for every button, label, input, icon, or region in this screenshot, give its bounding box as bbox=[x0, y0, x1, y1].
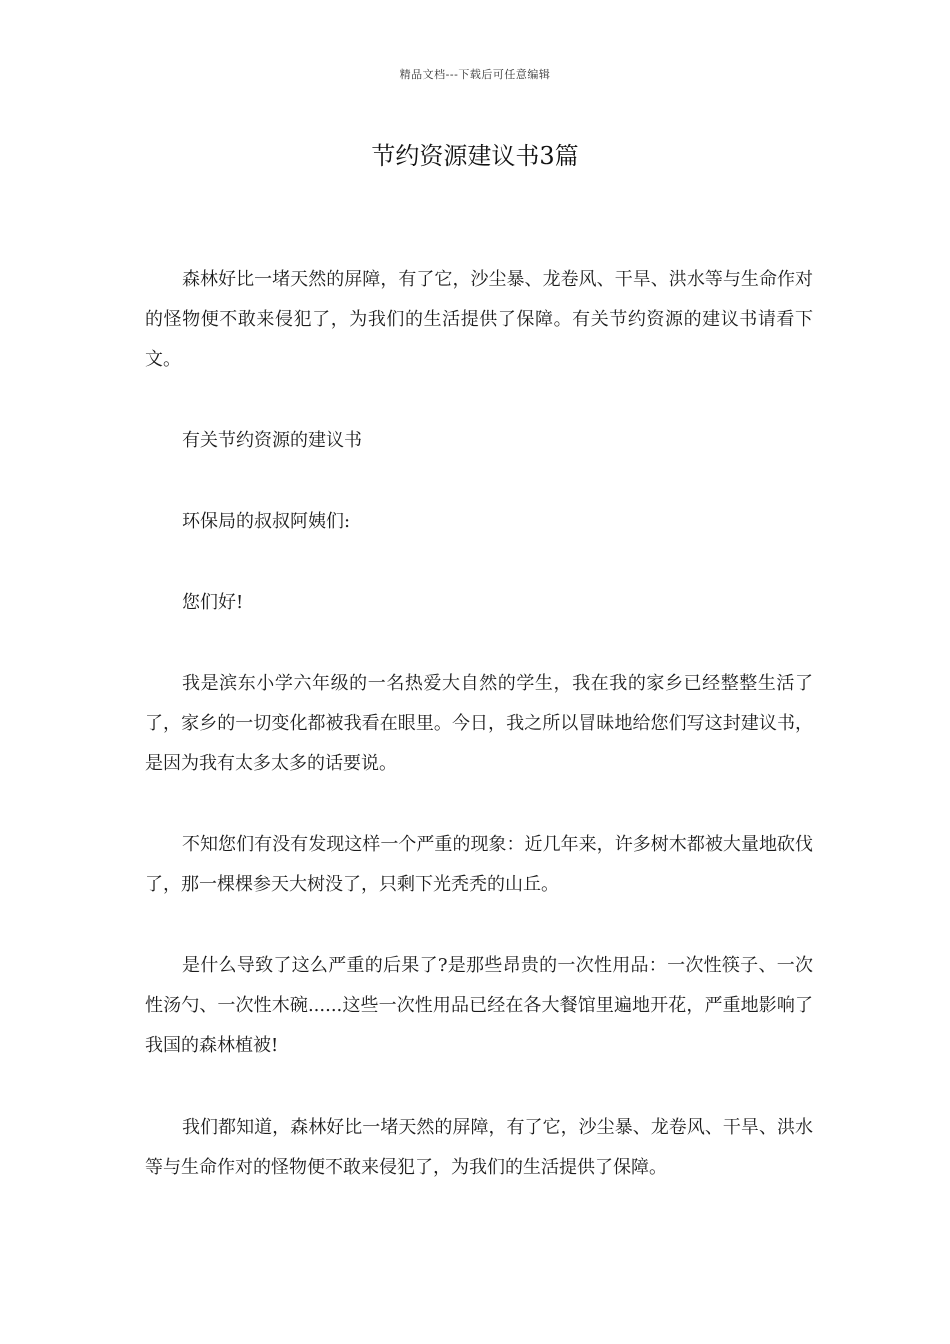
paragraph-salutation: 环保局的叔叔阿姨们: bbox=[182, 511, 351, 532]
header-note: 精品文档---下载后可任意编辑 bbox=[399, 68, 551, 81]
paragraph-greeting: 您们好! bbox=[182, 592, 244, 613]
paragraph-forest-importance: 我们都知道，森林好比一堵天然的屏障，有了它，沙尘暴、龙卷风、干旱、洪水等与生命作对的怪物便不敢来侵犯了，为我们的生活提供了保障。 bbox=[145, 1117, 813, 1178]
paragraph-self-introduction: 我是滨东小学六年级的一名热爱大自然的学生，我在我的家乡已经整整生活了了，家乡的一切变化都被我看在眼里。今日，我之所以冒昧地给您们写这封建议书，是因为我有太多太多的话要说。 bbox=[145, 673, 813, 774]
paragraph-intro: 森林好比一堵天然的屏障，有了它，沙尘暴、龙卷风、干旱、洪水等与生命作对的怪物便不敢来侵犯了，为我们的生活提供了保障。有关节约资源的建议书请看下文。 bbox=[145, 269, 813, 370]
document-title: 节约资源建议书3篇 bbox=[371, 142, 579, 170]
paragraph-problem: 不知您们有没有发现这样一个严重的现象：近几年来，许多树木都被大量地砍伐了，那一棵棵参天大树没了，只剩下光秃秃的山丘。 bbox=[145, 834, 813, 895]
paragraph-subtitle: 有关节约资源的建议书 bbox=[182, 430, 362, 451]
paragraph-cause: 是什么导致了这么严重的后果了?是那些昂贵的一次性用品：一次性筷子、一次性汤勺、一次性木碗......这些一次性用品已经在各大餐馆里遍地开花，严重地影响了我国的森林植被! bbox=[145, 955, 813, 1056]
